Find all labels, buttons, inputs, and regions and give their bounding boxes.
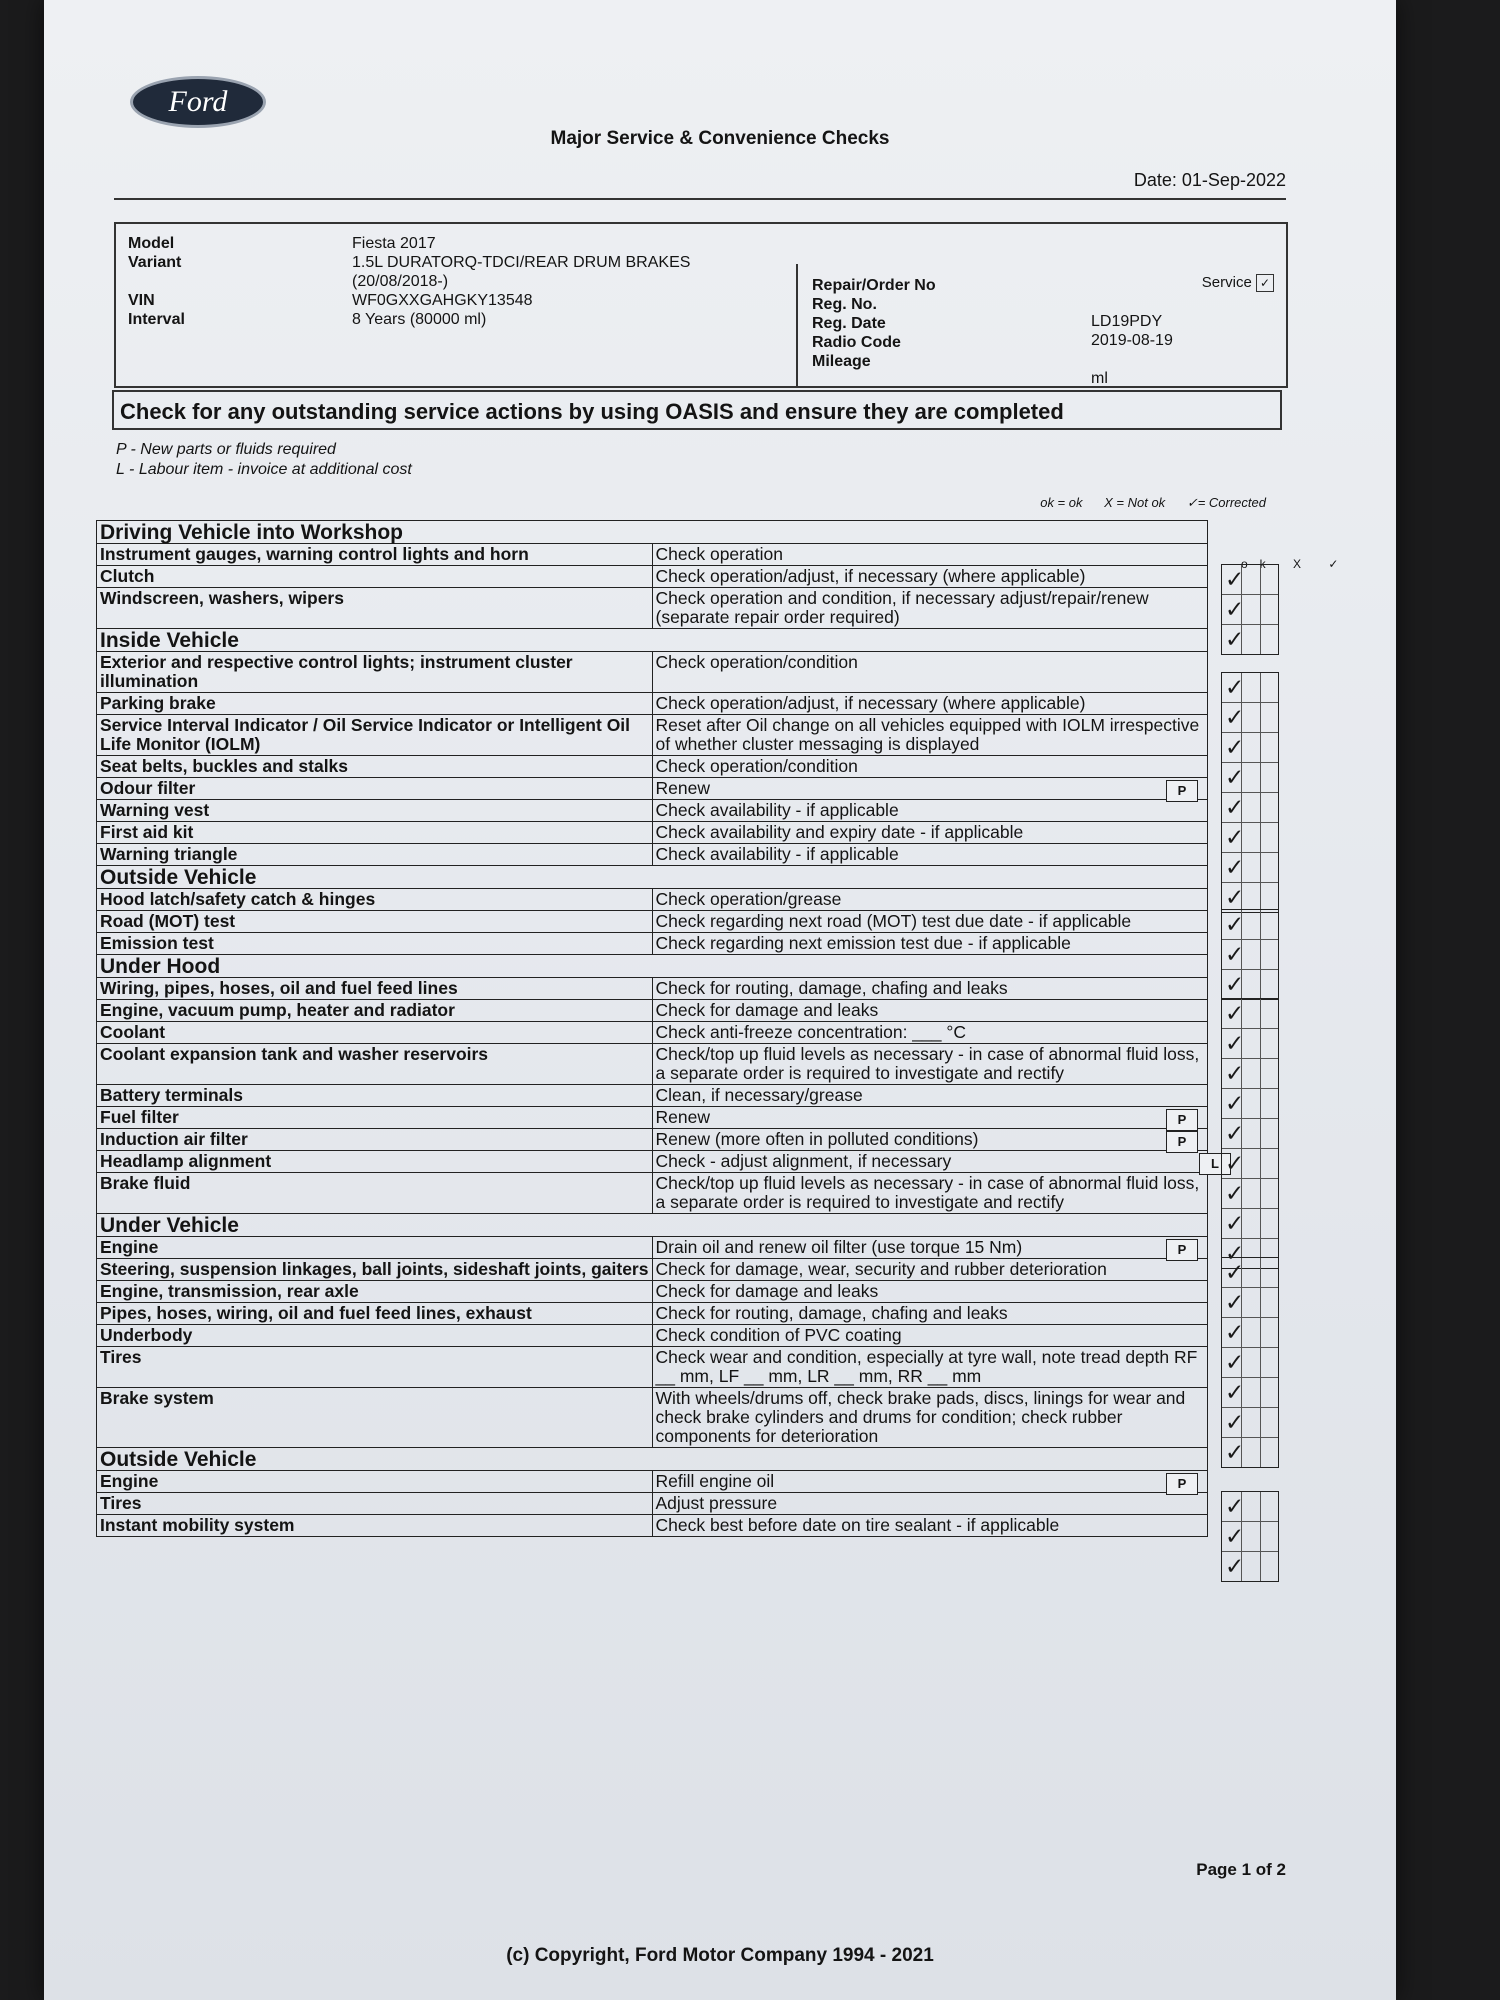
- tick-icon: ✓: [1225, 1089, 1245, 1116]
- ok-checkbox[interactable]: [1222, 1059, 1278, 1089]
- tick-icon: ✓: [1225, 1492, 1245, 1519]
- check-item: Coolant expansion tank and washer reservoirs: [97, 1044, 653, 1085]
- check-item: Engine: [97, 1471, 653, 1493]
- parts-flag: P: [1166, 1131, 1198, 1153]
- check-row: [97, 1471, 1208, 1493]
- ok-checkbox[interactable]: [1222, 999, 1278, 1029]
- tick-icon: ✓: [1225, 703, 1245, 730]
- check-action: Check availability - if applicable: [652, 800, 1208, 822]
- check-item: Seat belts, buckles and stalks: [97, 756, 653, 778]
- section-header: [97, 955, 1208, 978]
- tick-icon: ✓: [1225, 1059, 1245, 1086]
- ok-checkbox[interactable]: [1222, 1408, 1278, 1438]
- ok-checkbox[interactable]: [1222, 883, 1278, 912]
- date-field: [1134, 170, 1286, 191]
- copyright: (c) Copyright, Ford Motor Company 1994 - 2021: [506, 1945, 934, 1966]
- check-action: Check availability and expiry date - if applicable: [652, 822, 1208, 844]
- mark-box-group: [1221, 564, 1279, 655]
- check-row: [97, 566, 1208, 588]
- check-item: Induction air filter: [97, 1129, 653, 1151]
- check-row: [97, 800, 1208, 822]
- ok-checkbox[interactable]: [1222, 565, 1278, 595]
- label-blank: [128, 272, 185, 291]
- value-radio-code: [1091, 350, 1173, 369]
- check-row: [97, 1515, 1208, 1537]
- check-item: Engine, vacuum pump, heater and radiator: [97, 1000, 653, 1022]
- ok-checkbox[interactable]: [1222, 970, 1278, 999]
- check-row: [97, 1173, 1208, 1214]
- flag-legend: [116, 440, 412, 480]
- check-row: [97, 889, 1208, 911]
- check-row: [97, 693, 1208, 715]
- parts-flag: P: [1166, 1473, 1198, 1495]
- check-row: [97, 1259, 1208, 1281]
- section-title: Driving Vehicle into Workshop: [97, 521, 1208, 544]
- tick-icon: ✓: [1225, 1029, 1245, 1056]
- service-sheet: [44, 0, 1396, 2000]
- check-action: Check anti-freeze concentration: ___ °C: [652, 1022, 1208, 1044]
- tick-icon: ✓: [1225, 1258, 1245, 1285]
- check-row: [97, 822, 1208, 844]
- ok-checkbox[interactable]: [1222, 595, 1278, 625]
- ok-checkbox[interactable]: [1222, 1522, 1278, 1552]
- mark-box-group: [1221, 998, 1279, 1269]
- legend-not-ok: X = Not ok: [1104, 495, 1166, 510]
- tick-icon: ✓: [1225, 733, 1245, 760]
- legend-labour: L - Labour item - invoice at additional cost: [116, 461, 412, 478]
- value-vin: WF0GXXGAHGKY13548: [352, 292, 533, 309]
- tick-icon: ✓: [1225, 1179, 1245, 1206]
- mark-box-group: [1221, 1491, 1279, 1582]
- check-action: Check for damage, wear, security and rubber deterioration: [652, 1259, 1208, 1281]
- ok-checkbox[interactable]: [1222, 1119, 1278, 1149]
- check-item: Windscreen, washers, wipers: [97, 588, 653, 629]
- check-action: Check for routing, damage, chafing and leaks: [652, 978, 1208, 1000]
- tick-icon: ✓: [1225, 1239, 1245, 1266]
- parts-flag: P: [1166, 1239, 1198, 1261]
- check-row: [97, 756, 1208, 778]
- check-row: [97, 1303, 1208, 1325]
- check-action: Check for routing, damage, chafing and leaks: [652, 1303, 1208, 1325]
- value-reg-date: 2019-08-19: [1091, 332, 1173, 349]
- check-action: Check wear and condition, especially at tyre wall, note tread depth RF __ mm, LF __ mm, LR __ mm, RR __ mm: [652, 1347, 1208, 1388]
- value-interval: 8 Years (80000 ml): [352, 311, 487, 328]
- check-row: [97, 1000, 1208, 1022]
- check-row: [97, 1044, 1208, 1085]
- mark-grid: [1221, 1257, 1279, 1468]
- page-number: Page 1 of 2: [1196, 1860, 1286, 1879]
- tick-icon: ✓: [1225, 1288, 1245, 1315]
- check-row: [97, 1085, 1208, 1107]
- check-row: [97, 844, 1208, 866]
- mark-grid: [1221, 998, 1279, 1269]
- tick-icon: ✓: [1225, 673, 1245, 700]
- value-variant-date: (20/08/2018-): [352, 273, 449, 290]
- tick-icon: ✓: [1225, 823, 1245, 850]
- check-item: Instrument gauges, warning control lights and horn: [97, 544, 653, 566]
- check-item: Battery terminals: [97, 1085, 653, 1107]
- check-action: Check operation/condition: [652, 652, 1208, 693]
- check-action: Check - adjust alignment, if necessary: [652, 1151, 1208, 1173]
- tick-icon: ✓: [1225, 1522, 1245, 1549]
- ok-checkbox[interactable]: [1222, 1348, 1278, 1378]
- mark-grid: [1221, 909, 1279, 1000]
- check-action: Adjust pressure: [652, 1493, 1208, 1515]
- check-item: Road (MOT) test: [97, 911, 653, 933]
- check-item: Odour filter: [97, 778, 653, 800]
- check-item: Tires: [97, 1347, 653, 1388]
- mark-grid: [1221, 564, 1279, 655]
- ok-checkbox[interactable]: [1222, 1258, 1278, 1288]
- ok-checkbox[interactable]: [1222, 793, 1278, 823]
- ok-checkbox[interactable]: [1222, 1552, 1278, 1581]
- check-item: Clutch: [97, 566, 653, 588]
- ok-checkbox[interactable]: [1222, 940, 1278, 970]
- check-action: Refill engine oil: [652, 1471, 1208, 1493]
- check-item: Engine: [97, 1237, 653, 1259]
- check-item: Emission test: [97, 933, 653, 955]
- section-title: Inside Vehicle: [97, 629, 1208, 652]
- check-action: Check operation: [652, 544, 1208, 566]
- check-action: Check operation/condition: [652, 756, 1208, 778]
- check-row: [97, 1107, 1208, 1129]
- ok-checkbox[interactable]: [1222, 853, 1278, 883]
- legend-ok: ok = ok: [1040, 495, 1083, 510]
- mark-grid: [1221, 1491, 1279, 1582]
- check-row: [97, 1325, 1208, 1347]
- checklist-table: [96, 520, 1208, 1537]
- check-row: [97, 1281, 1208, 1303]
- ok-checkbox[interactable]: [1222, 823, 1278, 853]
- check-action: Check availability - if applicable: [652, 844, 1208, 866]
- value-mileage: ml: [1091, 370, 1108, 387]
- vehicle-values: [352, 234, 690, 329]
- check-action: Drain oil and renew oil filter (use torque 15 Nm): [652, 1237, 1208, 1259]
- service-check-icon: ✓: [1256, 274, 1274, 292]
- check-action: With wheels/drums off, check brake pads, discs, linings for wear and check brake cylinders and drums for condition; check rubber components for deterioration: [652, 1388, 1208, 1448]
- parts-flag: P: [1166, 1109, 1198, 1131]
- tick-icon: ✓: [1225, 1149, 1245, 1176]
- tick-icon: ✓: [1225, 793, 1245, 820]
- value-model: Fiesta 2017: [352, 235, 436, 252]
- vehicle-divider: [796, 264, 798, 386]
- label-repair-order: Repair/Order No: [812, 277, 936, 294]
- check-row: [97, 778, 1208, 800]
- check-item: Instant mobility system: [97, 1515, 653, 1537]
- label-variant: Variant: [128, 254, 182, 271]
- check-item: Exterior and respective control lights; instrument cluster illumination: [97, 652, 653, 693]
- tick-icon: ✓: [1225, 883, 1245, 910]
- section-header: [97, 1214, 1208, 1237]
- check-action: Check/top up fluid levels as necessary - in case of abnormal fluid loss, a separate order is required to investigate and rectify: [652, 1044, 1208, 1085]
- oasis-instruction: Check for any outstanding service actions by using OASIS and ensure they are completed: [112, 390, 1282, 430]
- labour-flag: L: [1199, 1153, 1231, 1175]
- tick-icon: ✓: [1225, 1348, 1245, 1375]
- section-header: [97, 1448, 1208, 1471]
- check-item: Wiring, pipes, hoses, oil and fuel feed lines: [97, 978, 653, 1000]
- check-action: Check regarding next emission test due - if applicable: [652, 933, 1208, 955]
- check-action: Clean, if necessary/grease: [652, 1085, 1208, 1107]
- legend-corrected: ✓= Corrected: [1186, 495, 1266, 510]
- section-title: Under Hood: [97, 955, 1208, 978]
- tick-icon: ✓: [1225, 1438, 1245, 1465]
- check-action: Check operation and condition, if necessary adjust/repair/renew (separate repair order required): [652, 588, 1208, 629]
- check-item: Warning triangle: [97, 844, 653, 866]
- check-row: [97, 1388, 1208, 1448]
- check-row: [97, 978, 1208, 1000]
- check-item: Steering, suspension linkages, ball joints, sideshaft joints, gaiters: [97, 1259, 653, 1281]
- ok-checkbox[interactable]: [1222, 673, 1278, 703]
- tick-icon: ✓: [1225, 910, 1245, 937]
- check-action: Check operation/grease: [652, 889, 1208, 911]
- check-action: Reset after Oil change on all vehicles equipped with IOLM irrespective of whether cluster messaging is displayed: [652, 715, 1208, 756]
- check-item: Engine, transmission, rear axle: [97, 1281, 653, 1303]
- mark-box-group: [1221, 909, 1279, 1000]
- check-item: Pipes, hoses, wiring, oil and fuel feed lines, exhaust: [97, 1303, 653, 1325]
- tick-icon: ✓: [1225, 1209, 1245, 1236]
- service-label: Service: [1201, 274, 1252, 291]
- ok-checkbox[interactable]: [1222, 1179, 1278, 1209]
- check-action: Check regarding next road (MOT) test due date - if applicable: [652, 911, 1208, 933]
- check-action: Renew (more often in polluted conditions): [652, 1129, 1208, 1151]
- tick-icon: ✓: [1225, 1119, 1245, 1146]
- order-labels: [812, 276, 936, 371]
- label-reg-date: Reg. Date: [812, 315, 886, 332]
- check-item: Parking brake: [97, 693, 653, 715]
- mark-box-group: [1221, 672, 1279, 913]
- section-title: Under Vehicle: [97, 1214, 1208, 1237]
- tick-icon: ✓: [1225, 763, 1245, 790]
- ok-checkbox[interactable]: [1222, 1149, 1278, 1179]
- service-checkbox: [1202, 274, 1274, 292]
- check-action: Check operation/adjust, if necessary (where applicable): [652, 693, 1208, 715]
- vehicle-labels: [128, 234, 185, 329]
- label-interval: Interval: [128, 311, 185, 328]
- order-values: [1091, 312, 1173, 388]
- ok-checkbox[interactable]: [1222, 1089, 1278, 1119]
- ok-checkbox[interactable]: [1222, 1288, 1278, 1318]
- check-action: Check condition of PVC coating: [652, 1325, 1208, 1347]
- ok-checkbox[interactable]: [1222, 910, 1278, 940]
- check-row: [97, 544, 1208, 566]
- legend-parts: P - New parts or fluids required: [116, 441, 336, 458]
- check-action: Renew: [652, 778, 1208, 800]
- document-title: Major Service & Convenience Checks: [550, 128, 890, 149]
- date-label: Date:: [1133, 170, 1177, 190]
- check-action: Renew: [652, 1107, 1208, 1129]
- check-item: Brake system: [97, 1388, 653, 1448]
- tick-icon: ✓: [1225, 970, 1245, 997]
- tick-icon: ✓: [1225, 595, 1245, 622]
- check-action: Check operation/adjust, if necessary (where applicable): [652, 566, 1208, 588]
- value-variant: 1.5L DURATORQ-TDCI/REAR DRUM BRAKES: [352, 254, 691, 271]
- ok-checkbox[interactable]: [1222, 1209, 1278, 1239]
- check-row: [97, 588, 1208, 629]
- check-item: Coolant: [97, 1022, 653, 1044]
- ok-checkbox[interactable]: [1222, 625, 1278, 654]
- vehicle-details: [114, 222, 1288, 388]
- check-row: [97, 715, 1208, 756]
- tick-icon: ✓: [1225, 999, 1245, 1026]
- ok-checkbox[interactable]: [1222, 733, 1278, 763]
- ford-logo: Ford: [130, 76, 266, 128]
- check-action: Check best before date on tire sealant - if applicable: [652, 1515, 1208, 1537]
- check-item: Fuel filter: [97, 1107, 653, 1129]
- tick-icon: ✓: [1225, 1378, 1245, 1405]
- section-title: Outside Vehicle: [97, 866, 1208, 889]
- section-title: Outside Vehicle: [97, 1448, 1208, 1471]
- check-action: Check for damage and leaks: [652, 1281, 1208, 1303]
- ok-checkbox[interactable]: [1222, 763, 1278, 793]
- check-action: Check for damage and leaks: [652, 1000, 1208, 1022]
- check-row: [97, 1237, 1208, 1259]
- label-model: Model: [128, 235, 175, 252]
- check-action: Check/top up fluid levels as necessary - in case of abnormal fluid loss, a separate order is required to investigate and rectify: [652, 1173, 1208, 1214]
- check-row: [97, 652, 1208, 693]
- section-header: [97, 866, 1208, 889]
- check-item: Tires: [97, 1493, 653, 1515]
- ok-checkbox[interactable]: [1222, 1438, 1278, 1467]
- check-row: [97, 1022, 1208, 1044]
- label-radio-code: Radio Code: [812, 334, 901, 351]
- check-item: Warning vest: [97, 800, 653, 822]
- check-row: [97, 933, 1208, 955]
- tick-icon: ✓: [1225, 853, 1245, 880]
- check-row: [97, 1129, 1208, 1151]
- check-item: Service Interval Indicator / Oil Service Indicator or Intelligent Oil Life Monitor (IOLM): [97, 715, 653, 756]
- mark-grid: [1221, 672, 1279, 913]
- check-item: Underbody: [97, 1325, 653, 1347]
- parts-flag: P: [1166, 780, 1198, 802]
- ok-checkbox[interactable]: [1222, 1029, 1278, 1059]
- tick-icon: ✓: [1225, 940, 1245, 967]
- date-value: 01-Sep-2022: [1181, 170, 1286, 190]
- mark-column-headers: ok X ✓: [1241, 557, 1351, 571]
- check-item: Hood latch/safety catch & hinges: [97, 889, 653, 911]
- check-item: First aid kit: [97, 822, 653, 844]
- tick-icon: ✓: [1225, 625, 1245, 652]
- status-legend: [1022, 495, 1266, 511]
- value-reg-no: LD19PDY: [1091, 313, 1163, 330]
- label-mileage: Mileage: [812, 353, 871, 370]
- check-item: Brake fluid: [97, 1173, 653, 1214]
- check-row: [97, 1493, 1208, 1515]
- label-reg-no: Reg. No.: [812, 296, 877, 313]
- section-header: [97, 521, 1208, 544]
- tick-icon: ✓: [1225, 1318, 1245, 1345]
- tick-icon: ✓: [1225, 565, 1245, 592]
- ok-checkbox[interactable]: [1222, 1378, 1278, 1408]
- check-row: [97, 1347, 1208, 1388]
- ok-checkbox[interactable]: [1222, 1318, 1278, 1348]
- tick-icon: ✓: [1225, 1408, 1245, 1435]
- check-row: [97, 911, 1208, 933]
- section-header: [97, 629, 1208, 652]
- tick-icon: ✓: [1225, 1552, 1245, 1579]
- check-row: [97, 1151, 1208, 1173]
- ok-checkbox[interactable]: [1222, 703, 1278, 733]
- header-rule: [114, 198, 1286, 200]
- ok-checkbox[interactable]: [1222, 1492, 1278, 1522]
- label-vin: VIN: [128, 292, 155, 309]
- mark-box-group: [1221, 1257, 1279, 1468]
- check-item: Headlamp alignment: [97, 1151, 653, 1173]
